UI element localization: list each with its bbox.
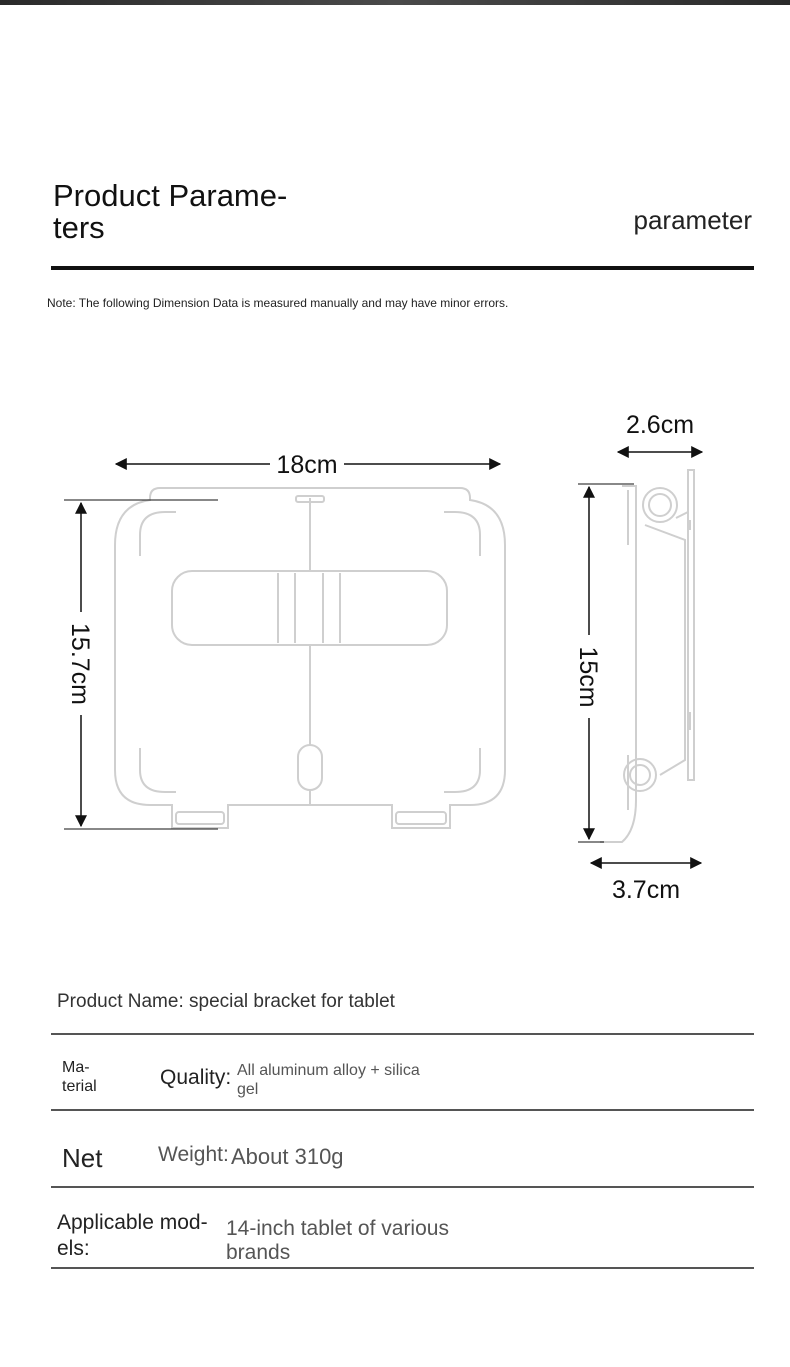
material-label-part-2: terial (62, 1078, 97, 1095)
measurement-note: Note: The following Dimension Data is measured manually and may have minor errors. (47, 296, 509, 310)
top-border-bar (0, 0, 790, 5)
page-title-line-1: Product Parame- (53, 178, 288, 213)
models-value-line-2: brands (226, 1241, 291, 1264)
side-height-label: 15cm (574, 646, 602, 708)
row-divider-1 (51, 1033, 754, 1035)
material-label-part-3: Quality: (160, 1066, 232, 1089)
row-divider-4 (51, 1267, 754, 1269)
page-title-line-2: ters (53, 210, 105, 245)
models-label-part-2: els: (57, 1237, 90, 1260)
weight-label-part-1: Net (62, 1143, 103, 1173)
dimension-diagram (0, 380, 790, 920)
height-label: 15.7cm (66, 623, 94, 705)
models-value-line-1: 14-inch tablet of various (226, 1217, 449, 1240)
material-value-line-2: gel (237, 1081, 259, 1098)
row-divider-2 (51, 1109, 754, 1111)
page-title (53, 180, 313, 244)
material-value-line-1: All aluminum alloy + silica (237, 1062, 420, 1079)
weight-label-part-2: Weight: (158, 1143, 229, 1166)
product-name: Product Name: special bracket for tablet (57, 991, 395, 1012)
row-divider-3 (51, 1186, 754, 1188)
page-subtitle: parameter (633, 205, 752, 235)
front-view-outline (115, 488, 505, 828)
models-label-part-1: Applicable mod- (57, 1211, 208, 1234)
header-divider (51, 266, 754, 270)
side-bottom-label: 3.7cm (611, 876, 681, 904)
width-label: 18cm (276, 451, 338, 479)
side-view-outline (600, 470, 694, 842)
weight-value: About 310g (231, 1144, 344, 1169)
material-label-part-1: Ma- (62, 1059, 90, 1076)
side-top-label: 2.6cm (625, 411, 695, 439)
